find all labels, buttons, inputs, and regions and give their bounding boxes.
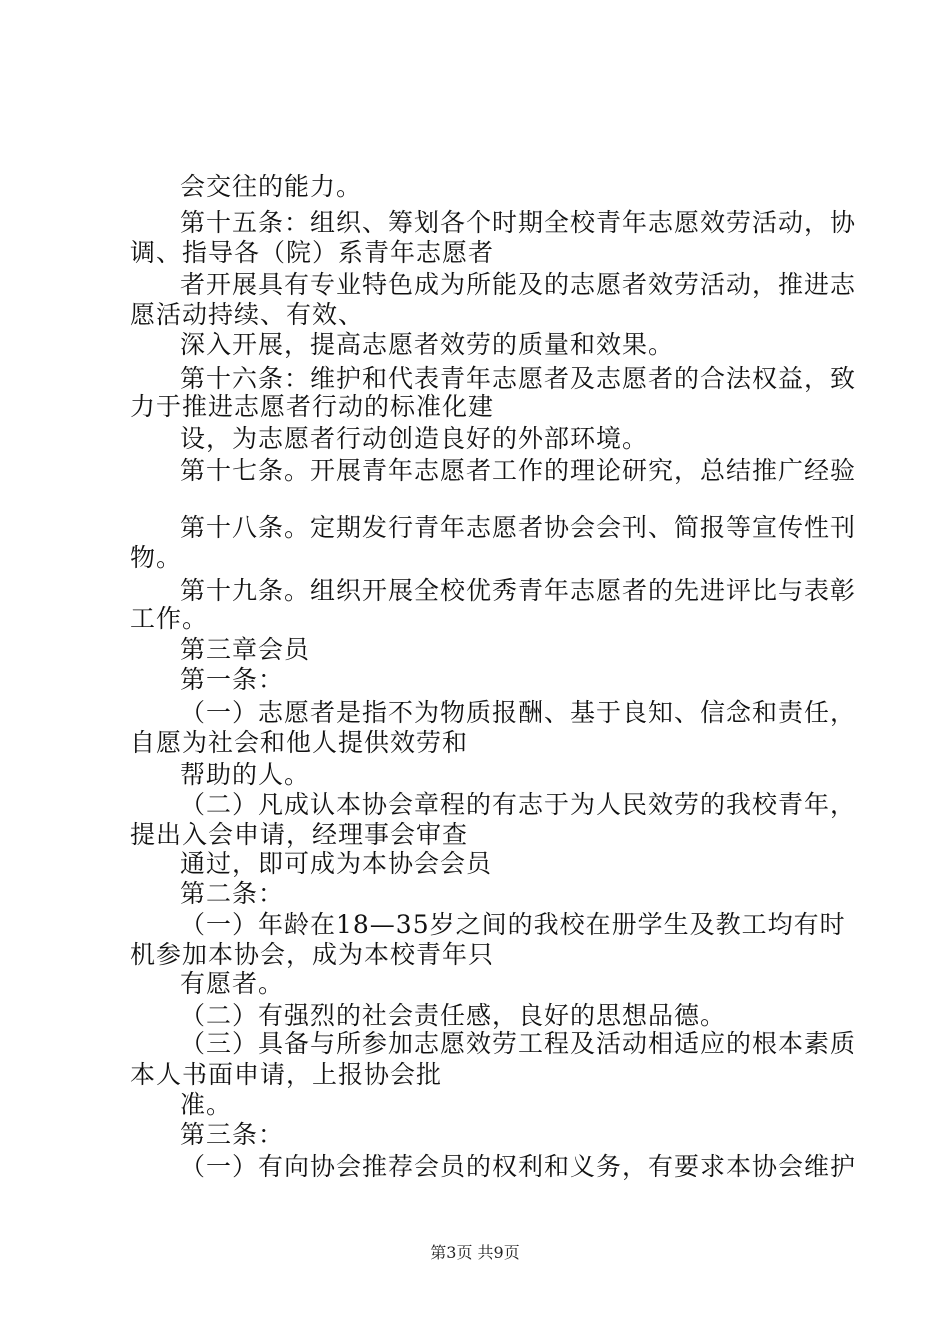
text-line: （二）有强烈的社会责任感，良好的思想品德。 bbox=[180, 1001, 727, 1030]
text-line: 提出入会申请，经理事会审查 bbox=[130, 820, 469, 849]
text-line: 设，为志愿者行动创造良好的外部环境。 bbox=[180, 424, 649, 453]
text-line: 机参加本协会，成为本校青年只 bbox=[130, 940, 495, 969]
text-line: 调、指导各（院）系青年志愿者 bbox=[130, 238, 495, 267]
text-line: 有愿者。 bbox=[180, 969, 285, 998]
text-line: 通过，即可成为本协会会员 bbox=[180, 849, 493, 878]
text-line: 物。 bbox=[130, 543, 183, 572]
text-line: 会交往的能力。 bbox=[180, 172, 363, 201]
text-line: （一）有向协会推荐会员的权利和义务，有要求本协会维护 bbox=[180, 1152, 857, 1181]
text-line: 第三条： bbox=[180, 1120, 285, 1149]
text-line: （二）凡成认本协会章程的有志于为人民效劳的我校青年， bbox=[180, 790, 857, 819]
text-line: 第十七条。开展青年志愿者工作的理论研究，总结推广经验 bbox=[180, 456, 857, 485]
text-line: 本人书面申请，上报协会批 bbox=[130, 1060, 443, 1089]
text-line: 第二条： bbox=[180, 879, 285, 908]
text-line: 工作。 bbox=[130, 604, 209, 633]
chapter-heading: 第三章会员 bbox=[180, 635, 311, 664]
text-line: 深入开展，提高志愿者效劳的质量和效果。 bbox=[180, 330, 675, 359]
text-line: 第十八条。定期发行青年志愿者协会会刊、简报等宣传性刊 bbox=[180, 513, 857, 542]
text-line: 者开展具有专业特色成为所能及的志愿者效劳活动，推进志 bbox=[180, 270, 857, 299]
text-line: 自愿为社会和他人提供效劳和 bbox=[130, 728, 469, 757]
text-line: 第十六条：维护和代表青年志愿者及志愿者的合法权益，致 bbox=[180, 364, 857, 393]
text-line: 准。 bbox=[180, 1090, 233, 1119]
page-number-footer: 第3页 共9页 bbox=[430, 1243, 520, 1262]
text-line: 愿活动持续、有效、 bbox=[130, 300, 365, 329]
text-line: 力于推进志愿者行动的标准化建 bbox=[130, 392, 495, 421]
text-line: （一）志愿者是指不为物质报酬、基于良知、信念和责任， bbox=[180, 698, 857, 727]
text-line: 第十九条。组织开展全校优秀青年志愿者的先进评比与表彰 bbox=[180, 576, 857, 605]
text-line: 第十五条：组织、筹划各个时期全校青年志愿效劳活动，协 bbox=[180, 208, 857, 237]
text-line: 第一条： bbox=[180, 665, 285, 694]
text-line: （一）年龄在18—35岁之间的我校在册学生及教工均有时 bbox=[180, 910, 846, 939]
text-line: （三）具备与所参加志愿效劳工程及活动相适应的根本素质 bbox=[180, 1029, 857, 1058]
text-line: 帮助的人。 bbox=[180, 760, 311, 789]
